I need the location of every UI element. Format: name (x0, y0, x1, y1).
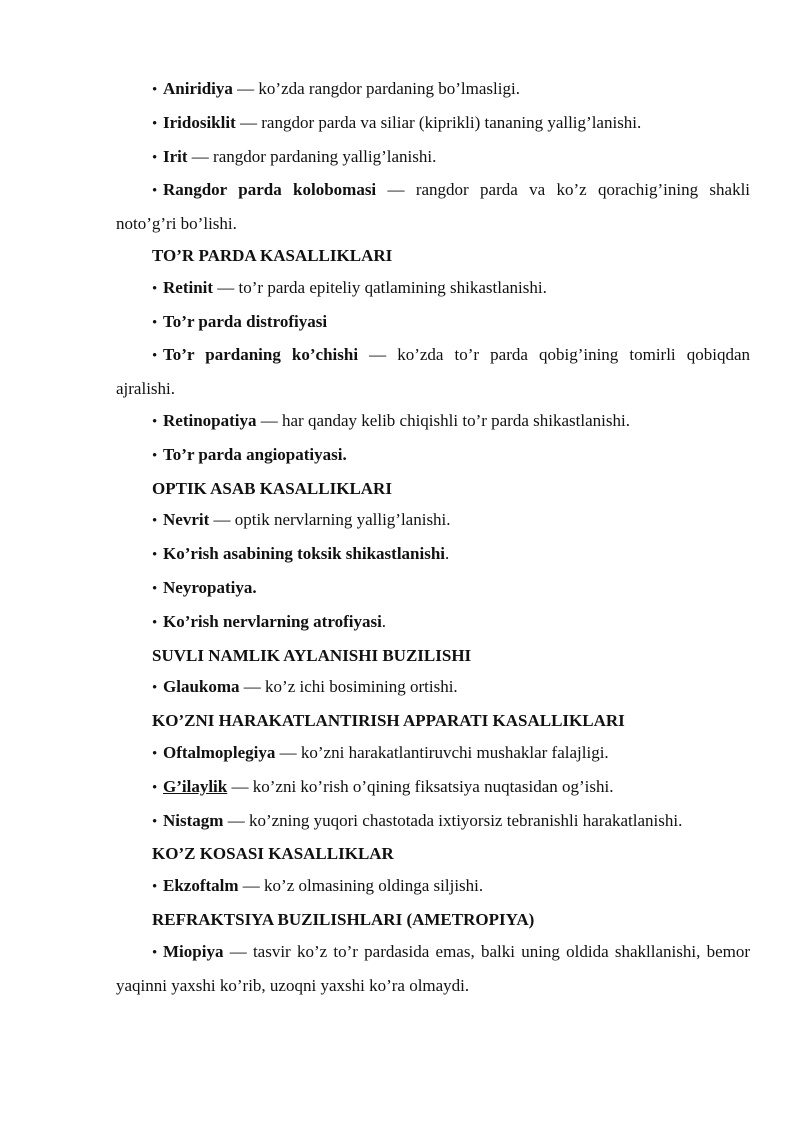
list-item (116, 141, 750, 175)
dash-separator: — (187, 146, 214, 166)
term-label: Retinopatiya (163, 410, 257, 430)
bullet-icon: • (152, 447, 158, 464)
list-item (116, 339, 750, 405)
bullet-icon: • (152, 745, 158, 762)
bullet-icon: • (152, 680, 158, 697)
bullet-icon: • (152, 183, 158, 200)
term-label: Ko’rish nervlarning atrofiyasi (163, 611, 382, 631)
bullet-icon: • (152, 547, 158, 564)
dash-separator: — (275, 742, 301, 762)
list-item (116, 572, 750, 606)
term-description: rangdor pardaning yallig’lanishi. (213, 146, 437, 166)
dash-separator: — (235, 112, 262, 132)
bullet-icon: • (152, 813, 158, 830)
term-description: ko’zda rangdor pardaning bo’lmasligi. (258, 79, 520, 98)
list-item (116, 272, 750, 306)
bullet-icon: • (152, 82, 158, 98)
bullet-icon: • (152, 149, 158, 166)
document-body (116, 73, 750, 1001)
bullet-icon: • (152, 115, 158, 132)
term-label: Iridosiklit (163, 112, 236, 132)
bullet-icon: • (152, 779, 158, 796)
dash-separator: — (376, 180, 416, 200)
term-label: Ekzoftalm (163, 876, 239, 896)
dash-separator: — (232, 79, 259, 98)
list-item (116, 504, 750, 538)
term-label: To’r parda distrofiyasi (163, 311, 328, 331)
dash-separator: — (227, 776, 253, 796)
bullet-icon: • (152, 280, 158, 297)
term-description: ko’z olmasining oldinga siljishi. (264, 876, 484, 896)
term-label: To’r pardaning ko’chishi (163, 345, 359, 365)
dash-separator: — (239, 677, 266, 697)
bullet-icon: • (152, 348, 158, 365)
term-description: optik nervlarning yallig’lanishi. (234, 510, 451, 530)
term-description: ko’z ichi bosimining ortishi. (265, 677, 458, 697)
term-suffix: . (445, 544, 450, 564)
dash-separator: — (256, 410, 282, 430)
term-label: Aniridiya (163, 79, 233, 98)
section-heading: TO’R PARDA KASALLIKLARI (152, 245, 393, 265)
bullet-icon: • (152, 314, 158, 331)
bullet-icon: • (152, 614, 158, 631)
list-item (116, 805, 750, 839)
term-label: Oftalmoplegiya (163, 742, 276, 762)
term-label: G’ilaylik (163, 776, 228, 796)
term-description: rangdor parda va siliar (kiprikli) tananing yallig’lanishi. (261, 112, 642, 132)
list-item (116, 936, 750, 1002)
section-heading: OPTIK ASAB KASALLIKLARI (152, 478, 392, 498)
list-item (116, 405, 750, 439)
list-item (116, 737, 750, 771)
term-description: har qanday kelib chiqishli to’r parda shikastlanishi. (282, 410, 630, 430)
bullet-icon: • (152, 413, 158, 430)
term-label: Retinit (163, 277, 214, 297)
bullet-icon: • (152, 879, 158, 896)
section-heading: KO’Z KOSASI KASALLIKLAR (152, 844, 394, 864)
term-label: Ko’rish asabining toksik shikastlanishi (163, 544, 446, 564)
term-description: to’r parda epiteliy qatlamining shikastlanishi. (238, 277, 547, 297)
list-item (116, 606, 750, 640)
section-heading: REFRAKTSIYA BUZILISHLARI (AMETROPIYA) (152, 909, 535, 929)
term-description: ko’zda to’r parda qobig’ining tomirli qobiqdan ajralishi. (116, 345, 750, 399)
dash-separator: — (223, 941, 253, 961)
list-item (116, 771, 750, 805)
list-item (116, 538, 750, 572)
list-item (116, 870, 750, 904)
bullet-icon: • (152, 944, 158, 961)
term-label: Glaukoma (163, 677, 240, 697)
section-heading: KO’ZNI HARAKATLANTIRISH APPARATI KASALLIKLARI (152, 711, 625, 731)
dash-separator: — (209, 510, 235, 530)
section-heading: SUVLI NAMLIK AYLANISHI BUZILISHI (152, 645, 472, 665)
list-item (116, 671, 750, 705)
list-item (116, 306, 750, 340)
term-description: tasvir ko’z to’r pardasida emas, balki uning oldida shakllanishi, bemor yaqinni yaxshi ko’rib, uzoqni yaxshi ko’ra olmaydi. (116, 941, 751, 995)
term-label: To’r parda angiopatiyasi. (163, 444, 347, 464)
term-description: ko’zni harakatlantiruvchi mushaklar falajligi. (300, 742, 609, 762)
term-label: Neyropatiya. (163, 577, 257, 597)
dash-separator: — (213, 277, 239, 297)
term-description: ko’zni ko’rish o’qining fiksatsiya nuqtasidan og’ishi. (252, 776, 614, 796)
term-label: Irit (163, 146, 188, 166)
bullet-icon: • (152, 513, 158, 530)
term-description: ko’zning yuqori chastotada ixtiyorsiz tebranishli harakatlanishi. (248, 810, 683, 830)
list-item (116, 174, 750, 240)
term-description: rangdor parda va ko’z qorachig’ining shakli noto’g’ri bo’lishi. (116, 180, 751, 234)
term-label: Nevrit (163, 510, 210, 530)
dash-separator: — (238, 876, 265, 896)
list-item (116, 107, 750, 141)
list-item (116, 73, 750, 107)
list-item (116, 439, 750, 473)
dash-separator: — (358, 345, 398, 365)
term-suffix: . (381, 611, 387, 631)
bullet-icon: • (152, 580, 158, 597)
dash-separator: — (223, 810, 249, 830)
term-label: Nistagm (163, 810, 224, 830)
term-label: Rangdor parda kolobomasi (163, 180, 377, 200)
term-label: Miopiya (163, 941, 224, 961)
